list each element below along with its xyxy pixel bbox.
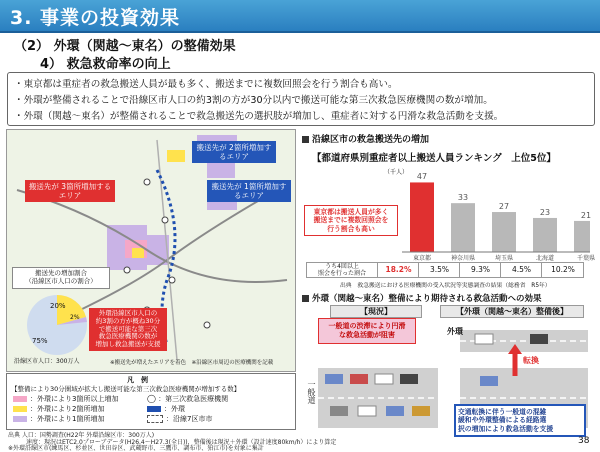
legend [6,373,296,430]
pie-c-pct: 75% [32,337,48,345]
map-panel [6,129,296,372]
ratio-row-label: うち4回以上 照会を行った割合 [317,263,366,277]
lane-general-left: 一般道 [307,380,316,404]
bullet-3: ・外環（関越～東名）が整備されることで救急搬送先の選択肢が増加し、重症者に対する円滑な救急活動を支援。 [14,111,504,122]
after-label: 【外環（関越～東名）整備後】 [440,305,584,318]
page-number: 38 [578,436,590,446]
left-callout: 一般道の渋滞により円滑 な救急活動が阻害 [318,318,416,344]
pie-b-pct: 2% [70,314,80,321]
legend-item-3plus: ：外環により3箇所以上増加 [13,394,118,404]
bar-category-1: 神奈川県 [450,255,475,262]
legend-item-1: ：外環により1箇所増加 [13,414,104,424]
map-note: ※搬送先が増えたエリアを着色 ※沿線区市周辺の医療機関を記載 [110,360,274,366]
bar-category-2: 埼玉県 [494,255,513,262]
chart-section-heading: 沿線区市の救急搬送先の増加 [302,132,429,145]
ratio-cell-chiba: 10.2% [541,263,584,277]
ratio-cell-tokyo: 18.2% [377,263,419,277]
bar-category-0: 東京都 [412,255,431,262]
legend-subtitle: 【整備により30分圏域が拡大し搬送可能な第三次救急医療機関が増加する数】 [11,385,241,393]
pie-note: 沿線区市人口：300万人 [14,358,80,365]
chart-source: 出典 救急搬送における医療機関の受入状況等実態調査の結果（総務省 R5年） [340,283,551,289]
ratio-cell-hokkaido: 4.5% [500,263,542,277]
legend-item-hospital: ◯ ：第三次救急医療機関 [147,394,229,403]
bar-value-3: 23 [539,207,551,217]
right-callout: 交通転換に伴う一般道の混雑 緩和や外環整備による経路選 択の増加により救急活動を支援 [454,404,586,437]
bar-value-2: 27 [498,202,510,212]
legend-item-2: ：外環により2箇所増加 [13,404,104,414]
pie-a-pct: 20% [50,302,66,310]
chart-labels [300,170,595,262]
red-note: 外環沿線区市人口の 約3割の方が概ね30分 で搬送可能な第三次 救急医療機関の数が 増加し救急搬送が支援 [89,308,167,351]
effect-heading: 外環（関越～東名）整備により期待される救急活動への効果 [302,292,542,304]
legend-item-gaikan: ：外環 [147,404,185,414]
chart-callout: 東京都は搬送人員が多く 搬送までに複数回照会を 行う割合も高い [304,205,398,236]
chart-unit: （千人） [384,169,409,176]
footnote-3: ※外環沿線区市(練馬区、杉並区、世田谷区、武蔵野市、三鷹市、調布市、狛江市)を対象に集計 [8,445,264,452]
summary-box [7,72,595,126]
bar-value-4: 21 [580,210,592,220]
subsection-heading: 4） 救急救命率の向上 [40,57,171,72]
legend-title: 凡 例 [127,376,148,384]
callout-2-areas: 搬送先が 2箇所増加するエリア [192,141,276,163]
ratio-cell-saitama: 9.3% [459,263,501,277]
ratio-cell-kanagawa: 3.5% [418,263,460,277]
callout-3-areas: 搬送先が 3箇所増加するエリア [25,180,115,202]
bar-category-4: 千葉県 [576,255,595,262]
bar-category-3: 北海道 [535,255,554,262]
ratio-row [306,262,584,278]
bullet-1: ・東京都は重症者の救急搬送人員が最も多く、搬送までに複数回照会を行う割合も高い。 [14,79,398,90]
chart-title: 【都道府県別重症者以上搬送人員ランキング 上位5位】 [312,153,556,164]
bullet-2: ・外環が整備されることで沿線区市人口の約3割の方が30分以内で搬送可能な第三次救急医療機関の数が増加。 [14,95,493,106]
pie-title: 搬送先の増加割合 （沿線区市人口の割合） [12,267,110,289]
legend-item-area: ：沿線7区市市 [147,414,212,424]
transfer-label: 転換 [523,356,539,365]
bar-value-0: 47 [416,172,428,182]
current-label: 【現況】 [330,305,422,318]
section-heading: （2） 外環（関越～東名）の整備効果 [14,39,236,54]
lane-gaikan: 外環 [447,327,463,336]
bar-value-1: 33 [457,193,469,203]
footnote-2: 速度：現況はETC2.0プローブデータ(H26.4～H27.3(全日))，整備後は現況＋外環（設計速度80km/h）により算定 [26,439,337,446]
footnote-1: 出典 人口：国勢調査(H22年 外環沿線区市：300万人) [8,432,155,439]
page-title: 3. 事業の投資効果 [10,7,181,29]
callout-1-area: 搬送先が 1箇所増加するエリア [207,180,291,202]
